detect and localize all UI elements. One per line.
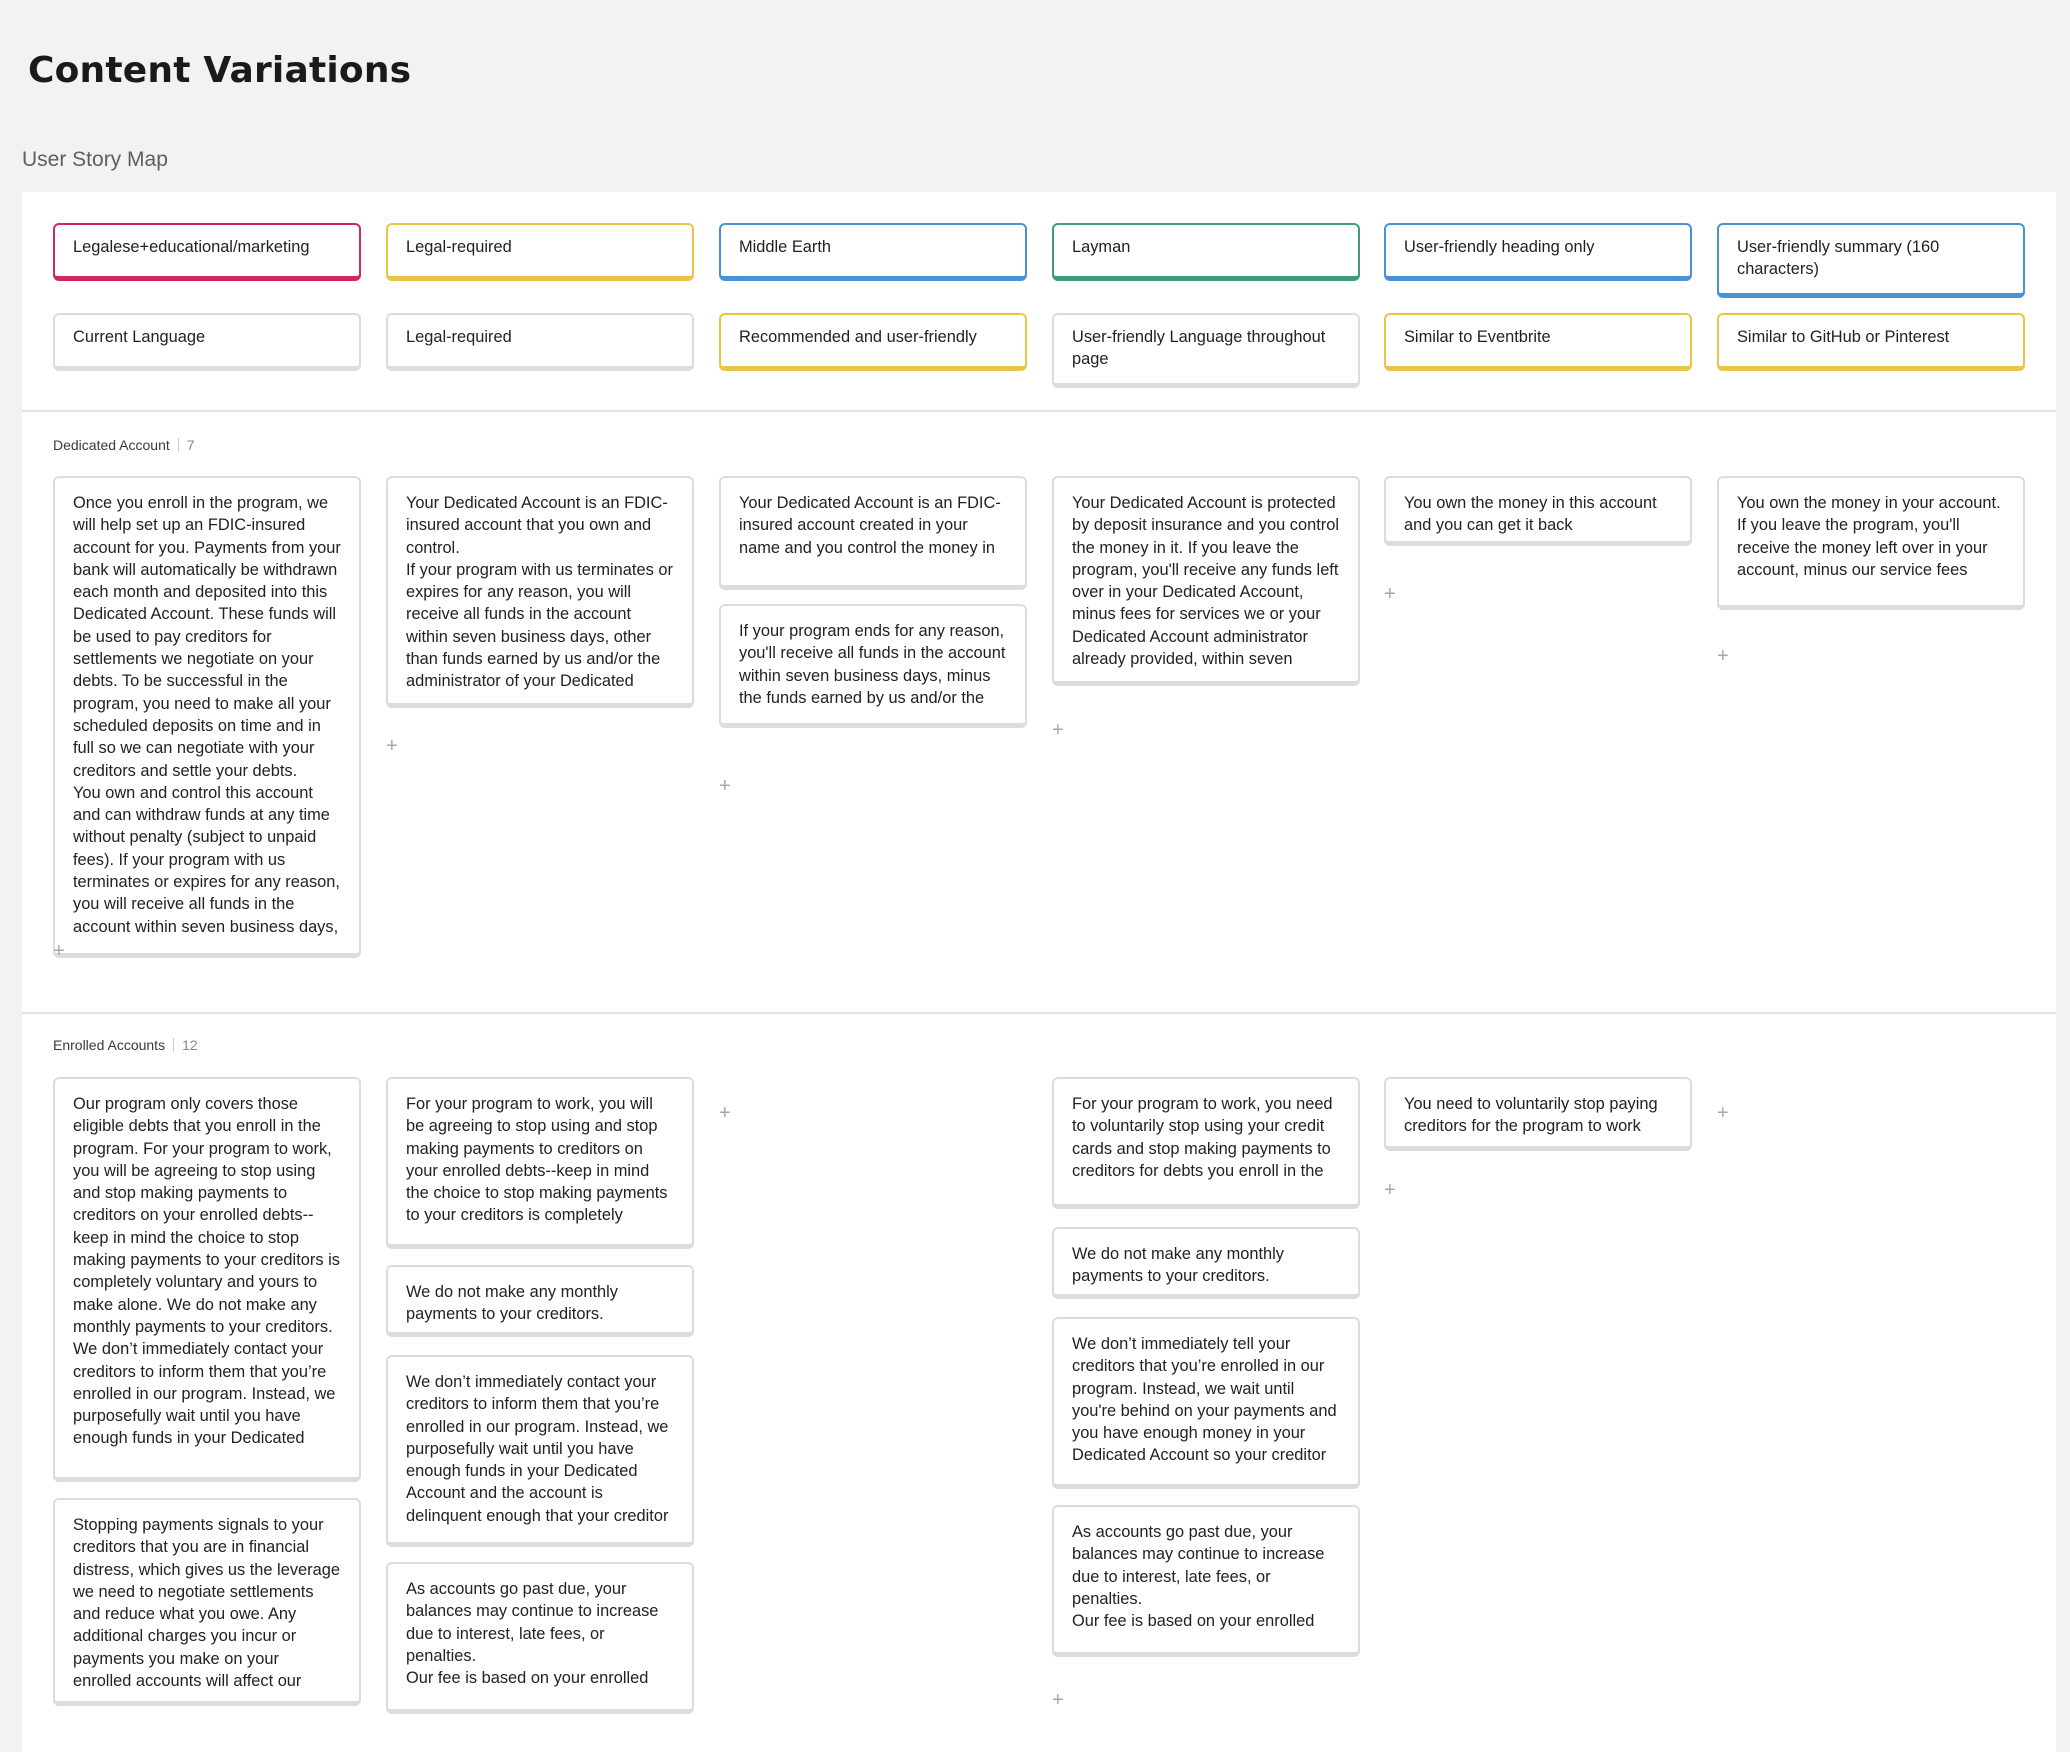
column-header-card[interactable]: User-friendly heading only [1384,223,1692,281]
column-subheader-card[interactable]: User-friendly Language throughout page [1052,313,1360,388]
plus-icon[interactable]: + [386,735,398,757]
story-card[interactable]: For your program to work, you need to voluntarily stop using your credit cards and stop making payments to creditors for debts you enroll in the [1052,1077,1360,1209]
plus-icon[interactable]: + [53,940,65,962]
story-card[interactable]: Stopping payments signals to your creditors that you are in financial distress, which gives us the leverage we need to negotiate settlements and reduce what you owe. Any additional charges you incur or payments you make on your enrolled accounts will affect our [53,1498,361,1706]
story-card[interactable]: Your Dedicated Account is an FDIC-insured account created in your name and you control the money in [719,476,1027,590]
column-header-card[interactable]: Middle Earth [719,223,1027,281]
story-card[interactable]: We do not make any monthly payments to your creditors. [1052,1227,1360,1299]
column-header-card[interactable]: Legalese+educational/marketing [53,223,361,281]
plus-icon[interactable]: + [1384,583,1396,605]
column-subheader-card[interactable]: Similar to GitHub or Pinterest [1717,313,2025,371]
lane-count: 12 [173,1038,198,1052]
column-subheader-card[interactable]: Legal-required [386,313,694,371]
column-subheader-card[interactable]: Recommended and user-friendly [719,313,1027,371]
column-header-card[interactable]: Layman [1052,223,1360,281]
board-label: User Story Map [22,148,168,171]
story-card[interactable]: We don’t immediately tell your creditors that you’re enrolled in our program. Instead, we wait until you're behind on your payments and you have enough money in your Dedicated Account so your creditor [1052,1317,1360,1489]
story-card[interactable]: We do not make any monthly payments to your creditors. [386,1265,694,1337]
story-card[interactable]: As accounts go past due, your balances may continue to increase due to interest, late fees, or penalties. Our fee is based on your enrolled [386,1562,694,1714]
story-card[interactable]: Your Dedicated Account is protected by deposit insurance and you control the money in it. If you leave the program, you'll receive any funds left over in your Dedicated Account, minus fees for services we or your Dedicated Account administrator already provided, within seven [1052,476,1360,686]
plus-icon[interactable]: + [1052,1689,1064,1711]
lane-name: Enrolled Accounts [53,1037,166,1053]
lane-label[interactable] [53,1037,198,1053]
story-card[interactable]: Our program only covers those eligible debts that you enroll in the program. For your program to work, you will be agreeing to stop using and stop making payments to creditors on your enrolled debts--keep in mind the choice to stop making payments to your creditors is completely voluntary and yours to make alone. We do not make any monthly payments to your creditors. We don’t immediately contact your creditors to inform them that you’re enrolled in our program. Instead, we purposefully wait until you have enough funds in your Dedicated [53,1077,361,1482]
plus-icon[interactable]: + [719,1102,731,1124]
story-card[interactable]: If your program ends for any reason, you'll receive all funds in the account within seven business days, minus the funds earned by us and/or the [719,604,1027,728]
story-map-board [22,192,2056,1752]
plus-icon[interactable]: + [1384,1179,1396,1201]
story-card[interactable]: For your program to work, you will be agreeing to stop using and stop making payments to creditors on your enrolled debts--keep in mind the choice to stop making payments to your creditors is completely [386,1077,694,1249]
story-card[interactable]: Your Dedicated Account is an FDIC-insured account that you own and control. If your program with us terminates or expires for any reason, you will receive all funds in the account within seven business days, other than funds earned by us and/or the administrator of your Dedicated [386,476,694,708]
lane-name: Dedicated Account [53,437,170,453]
column-headers [22,192,2056,412]
story-card[interactable]: As accounts go past due, your balances may continue to increase due to interest, late fees, or penalties. Our fee is based on your enrolled [1052,1505,1360,1657]
story-card[interactable]: Once you enroll in the program, we will help set up an FDIC-insured account for you. Payments from your bank will automatically be withdrawn each month and deposited into this Dedicated Account. These funds will be used to pay creditors for settlements we negotiate on your debts. To be successful in the program, you need to make all your scheduled deposits on time and in full so we can negotiate with your creditors and settle your debts. You own and control this account and can withdraw funds at any time without penalty (subject to unpaid fees). If your program with us terminates or expires for any reason, you will receive all funds in the account within seven business days, [53,476,361,958]
story-card[interactable]: We don’t immediately contact your creditors to inform them that you’re enrolled in our program. Instead, we purposefully wait until you have enough funds in your Dedicated Account and the account is delinquent enough that your creditor [386,1355,694,1547]
lane-divider [22,410,2056,412]
column-header-card[interactable]: Legal-required [386,223,694,281]
lane-label[interactable] [53,437,195,453]
plus-icon[interactable]: + [1717,645,1729,667]
plus-icon[interactable]: + [1717,1102,1729,1124]
plus-icon[interactable]: + [719,775,731,797]
page-title: Content Variations [28,50,412,91]
story-card[interactable]: You need to voluntarily stop paying creditors for the program to work [1384,1077,1692,1151]
column-header-card[interactable]: User-friendly summary (160 characters) [1717,223,2025,298]
plus-icon[interactable]: + [1052,719,1064,741]
lane-count: 7 [178,438,195,452]
story-card[interactable]: You own the money in this account and you can get it back [1384,476,1692,546]
story-card[interactable]: You own the money in your account. If you leave the program, you'll receive the money left over in your account, minus our service fees [1717,476,2025,610]
column-subheader-card[interactable]: Similar to Eventbrite [1384,313,1692,371]
lane-divider [22,1012,2056,1014]
column-subheader-card[interactable]: Current Language [53,313,361,371]
